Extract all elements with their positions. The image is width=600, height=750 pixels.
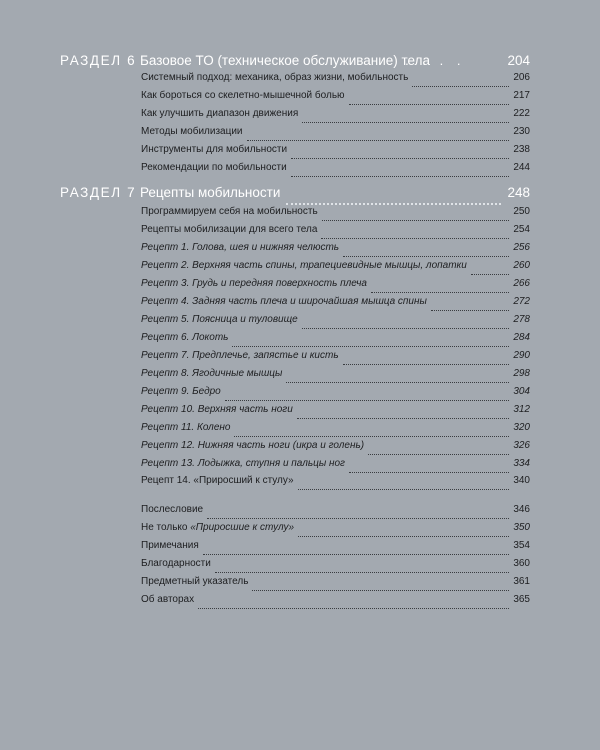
toc-entry[interactable] <box>141 350 530 368</box>
leader-dots <box>368 454 509 455</box>
entry-title: Рецепт 4. Задняя часть плеча и широчайшая мышца спины <box>141 296 427 307</box>
entry-page-number: 272 <box>513 296 530 307</box>
entry-page-number: 320 <box>513 422 530 433</box>
entry-title: Рецепт 9. Бедро <box>141 386 221 397</box>
leader-dots <box>431 310 509 311</box>
entry-page-number: 254 <box>513 224 530 235</box>
leader-dots <box>322 220 510 221</box>
entry-page-number: 360 <box>513 558 530 569</box>
toc-entry[interactable] <box>141 224 530 242</box>
toc-entry[interactable] <box>141 458 530 476</box>
entry-title: Благодарности <box>141 558 211 569</box>
leader-dots <box>302 328 510 329</box>
toc-entry-index[interactable] <box>141 576 530 594</box>
entry-title <box>141 522 294 533</box>
leader-dots <box>343 256 509 257</box>
leader-dots <box>291 176 510 177</box>
leader-dots <box>321 238 509 239</box>
entry-title: Примечания <box>141 540 199 551</box>
leader-dots <box>298 489 510 490</box>
entry-title: Методы мобилизации <box>141 126 243 137</box>
toc-entry[interactable] <box>141 162 530 180</box>
toc-entry[interactable] <box>141 144 530 162</box>
leader-dots <box>343 364 510 365</box>
entry-title: Рецепт 10. Верхняя часть ноги <box>141 404 293 415</box>
leader-dots <box>232 346 509 347</box>
toc-entry[interactable] <box>141 72 530 90</box>
section-label: РАЗДЕЛ 7 <box>60 185 137 200</box>
leader-dots <box>207 518 509 519</box>
entry-title: Рецепт 11. Колено <box>141 422 231 433</box>
entry-title: Рецепт 6. Локоть <box>141 332 229 343</box>
leader-dots <box>302 122 509 123</box>
entry-page-number: 238 <box>513 144 530 155</box>
entry-page-number: 304 <box>513 386 530 397</box>
toc-entry[interactable] <box>141 404 530 422</box>
section-page-number: 204 <box>507 53 530 68</box>
entry-title: Об авторах <box>141 594 195 605</box>
entry-page-number: 230 <box>513 126 530 137</box>
toc-entry-afterword[interactable] <box>141 504 530 522</box>
entry-page-number: 354 <box>513 540 530 551</box>
entry-page-number: 334 <box>513 458 530 469</box>
entry-page-number: 284 <box>513 332 530 343</box>
entry-page-number: 206 <box>513 72 530 83</box>
toc-entry[interactable] <box>141 242 530 260</box>
entry-page-number: 290 <box>513 350 530 361</box>
toc-entry[interactable] <box>141 368 530 386</box>
entry-page-number: 346 <box>513 504 530 515</box>
toc-entry[interactable] <box>141 260 530 278</box>
toc-entry[interactable] <box>141 386 530 404</box>
entry-title: Как бороться со скелетно-мышечной болью <box>141 90 345 101</box>
entry-page-number: 361 <box>513 576 530 587</box>
entry-page-number: 256 <box>513 242 530 253</box>
leader-dots <box>198 608 509 609</box>
toc-entry[interactable] <box>141 422 530 440</box>
toc-entry[interactable] <box>141 126 530 144</box>
entry-title: Рецепт 13. Лодыжка, ступня и пальцы ног <box>141 458 345 469</box>
entry-page-number: 326 <box>513 440 530 451</box>
section-title: Рецепты мобильности <box>140 185 281 200</box>
entry-title: Как улучшить диапазон движения <box>141 108 299 119</box>
entry-page-number: 365 <box>513 594 530 605</box>
entry-title: Рецепт 14. «Приросший к стулу» <box>141 475 294 486</box>
leader-dots <box>252 590 509 591</box>
toc-entry[interactable] <box>141 108 530 126</box>
section-page-number: 248 <box>507 185 530 200</box>
leader-dots <box>349 472 509 473</box>
entry-page-number: 278 <box>513 314 530 325</box>
toc-entry[interactable] <box>141 332 530 350</box>
entry-title: Инструменты для мобильности <box>141 144 288 155</box>
toc-entry[interactable] <box>141 475 530 493</box>
leader-dots <box>412 86 509 87</box>
leader-dots <box>286 203 501 205</box>
entry-page-number: 340 <box>513 475 530 486</box>
entry-title: Программируем себя на мобильность <box>141 206 318 217</box>
section-title: Базовое ТО (техническое обслуживание) тела <box>140 53 430 68</box>
leader-dots <box>471 274 510 275</box>
leader-dots <box>298 536 509 537</box>
leader-dots <box>225 400 510 401</box>
entry-page-number: 260 <box>513 260 530 271</box>
entry-page-number: 266 <box>513 278 530 289</box>
entry-title: Рецепт 5. Поясница и туловище <box>141 314 298 325</box>
entry-page-number: 312 <box>513 404 530 415</box>
entry-title: Рецепт 12. Нижняя часть ноги (икра и голень) <box>141 440 365 451</box>
entry-title-italic: «Приросшие к стулу» <box>190 522 295 533</box>
entry-title: Рецепт 3. Грудь и передняя поверхность плеча <box>141 278 367 289</box>
toc-entry[interactable] <box>141 314 530 332</box>
entry-page-number: 244 <box>513 162 530 173</box>
leader-dots <box>291 158 509 159</box>
leader-dots <box>371 292 509 293</box>
entry-title-prefix: Не только <box>141 522 191 533</box>
toc-entry[interactable] <box>141 296 530 314</box>
entry-title: Рецепт 1. Голова, шея и нижняя челюсть <box>141 242 340 253</box>
section-label: РАЗДЕЛ 6 <box>60 53 137 68</box>
leader-dots <box>349 104 510 105</box>
leader-dots <box>286 382 509 383</box>
entry-page-number: 250 <box>513 206 530 217</box>
toc-entry[interactable] <box>141 278 530 296</box>
entry-title: Рецепт 2. Верхняя часть спины, трапециевидные мышцы, лопатки <box>141 260 467 271</box>
leader-dots <box>234 436 509 437</box>
toc-entry-not-only[interactable] <box>141 522 530 540</box>
entry-title: Рецепт 7. Предплечье, запястье и кисть <box>141 350 339 361</box>
entry-page-number: 222 <box>513 108 530 119</box>
leader-dots <box>203 554 510 555</box>
leader-dots <box>215 572 509 573</box>
toc-entry-notes[interactable] <box>141 540 530 558</box>
entry-page-number: 350 <box>513 522 530 533</box>
toc-entry[interactable] <box>141 206 530 224</box>
entry-title: Предметный указатель <box>141 576 249 587</box>
toc-entry[interactable] <box>141 90 530 108</box>
toc-entry[interactable] <box>141 440 530 458</box>
leader-dots <box>297 418 510 419</box>
toc-entry-acknowledgements[interactable] <box>141 558 530 576</box>
entry-page-number: 298 <box>513 368 530 379</box>
entry-title: Рецепты мобилизации для всего тела <box>141 224 318 235</box>
entry-title: Системный подход: механика, образ жизни, мобильность <box>141 72 409 83</box>
toc-entry-about-authors[interactable] <box>141 594 530 612</box>
entry-title: Рекомендации по мобильности <box>141 162 287 173</box>
entry-page-number: 217 <box>513 90 530 101</box>
entry-title: Послесловие <box>141 504 204 515</box>
leader-dots <box>247 140 510 141</box>
entry-title: Рецепт 8. Ягодичные мышцы <box>141 368 283 379</box>
